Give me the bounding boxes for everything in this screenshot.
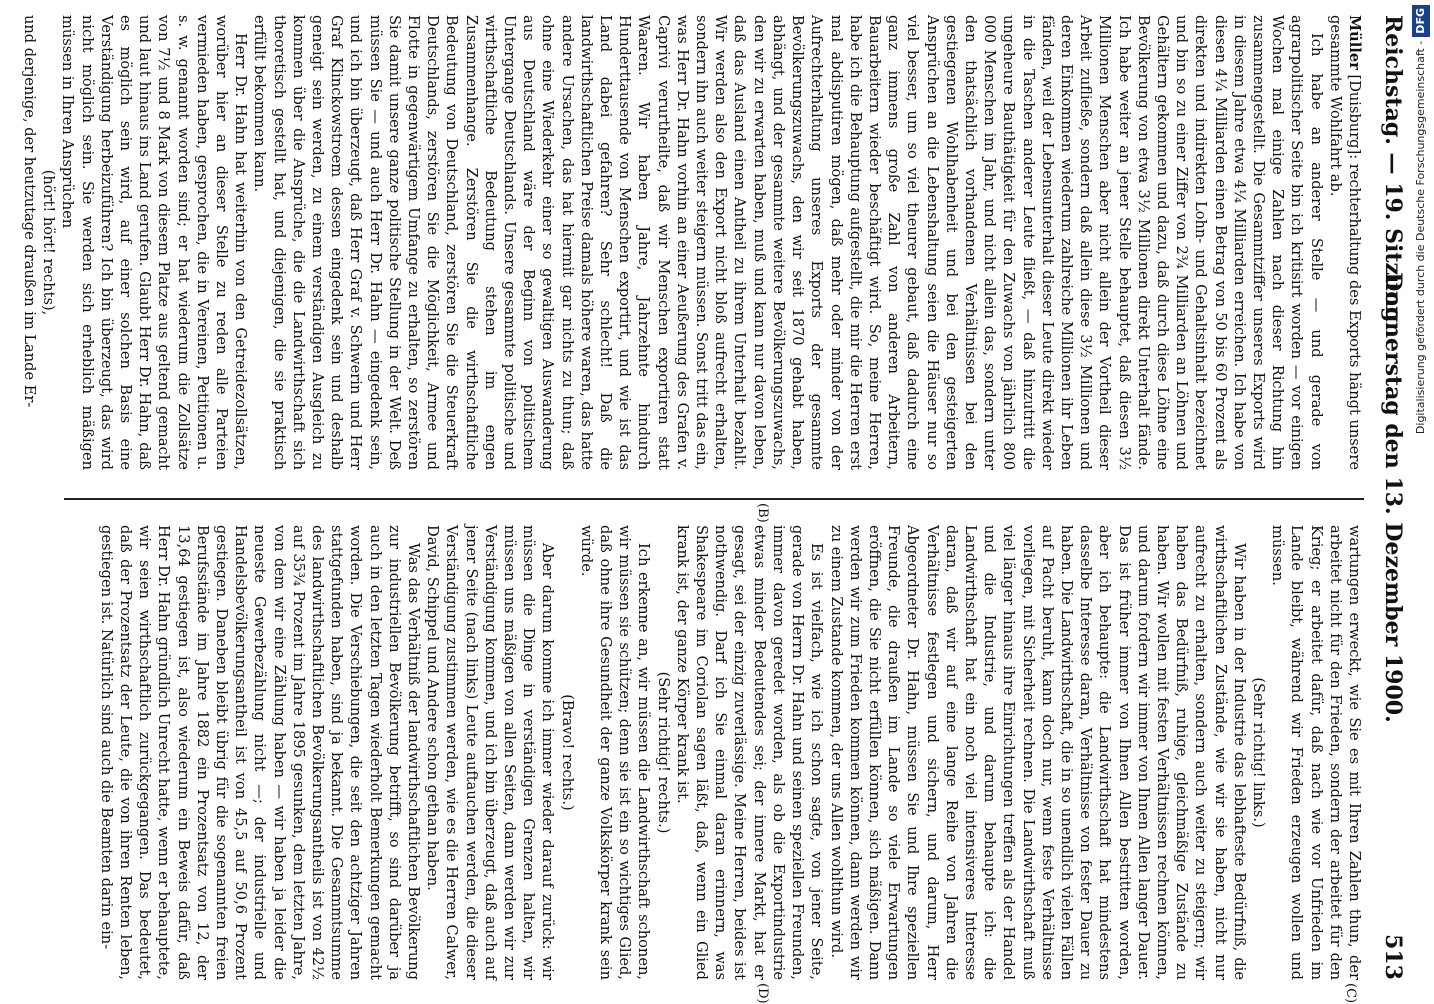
credit-text: Digitalisierung gefördert durch die Deutsche Forschungsgemeinschaft - <box>1414 40 1427 435</box>
paragraph: Was das Verhältniß der landwirthschaftlichen Bevölkerung zur industriellen Bevölkerung betrifft, so sind darüber ja auch in den letzten Tagen wiederholt Bemerkungen gemacht worden. Die Verschiebungen, die seit den achtziger Jahren stattgefunden haben, sind ja bekannt. Die Gesammtsumme des landwirthschaftlichen Bevölkerungsantheils ist von 42½ auf 35¾ Prozent im Jahre 1895 gesunken, dem letzten Jahre, von dem wir eine Zählung haben — wir haben ja leider die neueste Gewerbezählung nicht —; der industrielle und Handelsbevölkerungsantheil ist von 45,5 auf 50,6 Prozent gestiegen. Daneben bleibt übrig für die sogenannten freien Berufsstände im Jahre 1882 ein Prozentsatz von 12, der 13,64 gestiegen ist, also wiederum ein Beweis dafür, daß Herr Dr. Hahn gründlich Unrecht hatte, wenn er behauptete, wir seien wirthschaftlich zurückgegangen. Das bedeutet, daß der Prozentsatz der Leute, die von ihren Renten leben, gestiegen ist. Natürlich sind auch die Beamten darin ein- <box>97 525 423 980</box>
column-divider <box>64 498 1364 500</box>
header-date: Donnerstag den 13. Dezember 1900. <box>1380 272 1406 723</box>
paragraph: Herr Dr. Hahn hat weiterhin von den Getreidezollsätzen, worüber hier an dieser Stelle zu reden alle Parteien vermieden haben, gesprochen, die in Vereinen, Petitionen u. s. w. genannt worden sind; er hat wiederum die Zollsätze von 7½ und 8 Mark von diesem Platze aus geltend gemacht und laut hinaus ins Land gerufen. Glaubt Herr Dr. Hahn, daß es möglich sein wird, auf einer solchen Basis eine Verständigung herbeizuführen? Ich bin überzeugt, das wird nicht möglich sein. Sie werden sich erheblich mäßigen müssen in Ihren Ansprüchen <box>59 15 250 470</box>
paragraph: Ich erkenne an, wir müssen die Landwirthschaft schonen, wir müssen sie schützen; denn sie ist ein so wichtiges Glied, daß ohne ihre Gesundheit der ganze Volkskörper krank sein würde. <box>577 525 653 980</box>
interjection: (Sehr richtig! rechts.) <box>654 671 672 834</box>
dfg-logo: DFG <box>1412 5 1430 37</box>
speaker-suffix: : <box>1346 154 1363 160</box>
speaker-name: Müller <box>1346 15 1363 70</box>
speaker-place: [Duisburg] <box>1346 74 1363 155</box>
document-page <box>20 15 1410 1004</box>
page-number: 513 <box>1380 934 1406 980</box>
interjection: (hört! hört! rechts), <box>40 169 58 316</box>
paragraph <box>1326 15 1364 470</box>
paragraph: Aber darum komme ich immer wieder darauf zurück: wir müssen die Dinge in verständigen Grenzen halten, wir müssen uns mäßigen von allen Seiten, dann werden wir zur Verständigung kommen, und ich bin überzeugt, daß auch auf jener Seite (nach links) Leute auftauchen werden, die dieser Verständigung zustimmen werden, wie es die Herren Calwer, David, Schippel und Andere schon gethan haben. <box>424 525 557 980</box>
digitization-credit <box>1412 5 1430 995</box>
paragraph: wartungen erweckt, wie Sie es mit Ihren Zahlen thun, der arbeitet nicht für den Frieden, sondern der arbeitet für den Krieg; er arbeitet dafür, daß nach wie vor Unfrieden im Lande bleibt, während wir Frieden erzeugen wollen und müssen. <box>1269 525 1363 980</box>
header-session: Reichstag. — 19. Sitzung. <box>1380 15 1406 331</box>
interjection: (Sehr richtig! links.) <box>1249 677 1267 828</box>
right-column <box>64 525 1364 980</box>
margin-label-b: (B) <box>755 503 770 523</box>
margin-label-c: (C) <box>1343 983 1358 1004</box>
paragraph: und derjenige, der heutzutage draußen im Lande Er- <box>20 15 38 408</box>
margin-label-d: (D) <box>755 983 770 1004</box>
paragraph: Wir haben in der Industrie das lebhafteste Bedürfniß, die wirthschaftlichen Zustände, wie wir sie haben, nicht nur aufrecht zu erhalten, sondern auch weiter zu steigern; wir haben das Bedürfniß, ruhige, gleichmäßige Zustände zu haben. Wir wollen mit festen Verhältnissen rechnen können, und darum fordern wir immer von Ihnen Allen langer Dauer. Das ist früher immer von Ihnen Allen bestritten worden, aber ich behaupte: die Landwirthschaft hat mindestens dasselbe Interesse daran, Verhältnisse von fester Dauer zu haben. Die Landwirthschaft, die in so unendlich vielen Fällen auf Pacht beruht, kann doch nur, wenn feste Verhältnisse vorliegen, mit Sicherheit rechnen. Die Landwirthschaft muß viel länger hinaus ihre Einrichtungen treffen als der Handel und die Industrie, und darum behaupte ich: die Landwirthschaft hat ein noch viel intensiveres Interesse daran, daß wir auf eine lange Reihe von Jahren die Verhältnisse festlegen und sichern, und darum, Herr Abgeordneter Dr. Hahn, müssen Sie und Ihre speziellen Freunde, die draußen im Lande so viele Erwartungen eröffnen, die Sie nicht erfüllen können, sich mäßigen. Dann werden wir zum Frieden kommen können, dann werden wir zu einem Zustande kommen, der uns Allen wohlthun wird. <box>827 525 1248 980</box>
paragraph: Es ist vielfach, wie ich schon sagte, von jener Seite, gerade von Herrn Dr. Hahn und seinen speziellen Freunden, immer davon geredet worden, als ob die Exportindustrie etwas minder Bedeutendes sei; der innere Markt, hat er gesagt, sei der einzig zuverlässige. Meine Herren, beides ist nothwendig. Darf ich Sie einmal daran erinnern, was Shakespeare im Coriolan sagen läßt, daß, wenn ein Glied krank ist, der ganze Körper krank ist. <box>673 525 826 980</box>
page-header <box>1370 15 1410 980</box>
paragraph: Ich habe an anderer Stelle — und gerade von agrarpolitischer Seite bin ich kritisirt worden — vor einigen Wochen mal einige Zahlen nach dieser Richtung hin zusammengestellt. Die Gesammtziffer unseres Exports wird in diesem Jahre etwa 4¼ Milliarden erreichen. Ich habe von diesen 4¼ Milliarden einen Betrag von 50 bis 60 Prozent als direkten und indirekten Lohn- und Gehaltsinhalt bezeichnet und bin so zu einer Ziffer von 2¾ Milliarden an Löhnen und Gehältern gekommen und dazu, daß durch diese Löhne eine Bevölkerung von etwa 3½ Millionen direkt Unterhalt fände. Ich habe weiter an jener Stelle behauptet, daß diesen 3½ Millionen Menschen aber nicht allein der Vortheil dieser Arbeit zufließe, sondern daß allein diese 3½ Millionen und deren Einkommen wiederum zahlreiche Millionen ihr Leben fänden, weil der Lebensunterhalt dieser Leute direkt wieder in die Taschen anderer Leute fließt, — daß hinzutritt die ungeheure Bauthätigkeit für den Zuwachs von jährlich 800 000 Menschen im Jahr, und nicht allein das, sondern unter den thatsächlich vorhandenen Verhältnissen bei den gestiegenen Wohlhabenheit und bei den gesteigerten Ansprüchen an die Lebenshaltung seien die Häuser nur so viel besser, um so viel theurer gebaut, daß dadurch eine ganz immens große Zahl von anderen Arbeitern, Bauarbeitern wieder beschäftigt wird. So, meine Herren, habe ich die Behauptung aufgestellt, die mir die Herren erst mal abdisputiren mögen, daß mehr oder minder von der Aufrechterhaltung unseres Exports der gesammte Bevölkerungszuwachs, den wir seit 1870 gehabt haben, abhängt, und der gesammte weitere Bevölkerungszuwachs, den wir zu erwarten haben, muß und kann nur davon leben, daß das Ausland einen Antheil zu ihrem Unterhalt bezahlt. Wir werden also den Export nicht bloß aufrecht erhalten, sondern ihn auch weiter steigern müssen. Sonst tritt das ein, was Herr Dr. Hahn vorhin an einer Aeußerung des Grafen v. Caprivi verurtheilte, daß wir Menschen exportiren statt Waaren. Wir haben Jahre, Jahrzehnte hindurch Hunderttausende von Menschen exportirt, und wie ist das Land dabei gefahren? Sehr schlecht! Daß die landwirthschaftlichen Preise damals höhere waren, das hatte andere Ursachen, das hat hiermit gar nichts zu thun; daß ohne eine Wiederkehr einer so gewaltigen Auswanderung aus Deutschland wäre der Beginn von politischem Untergange Deutschlands. Unsere gesammte politische und wirthschaftliche Bedeutung stehen im engen Zusammenhange. Zerstören Sie die wirthschaftliche Bedeutung von Deutschland, zerstören Sie die Steuerkraft Deutschlands, zerstören Sie die Möglichkeit, Armee und Flotte in gegenwärtigem Umfange zu erhalten, so zerstören Sie damit unsere ganze politische Stellung in der Welt. Deß müssen Sie — und auch Herr Dr. Hahn — eingedenk sein, und ich bin überzeugt, daß Herr Graf v. Schwerin und Herr Graf Klinckowstroem dessen eingedenk sein und deshalb geneigt sein werden, zu einem verständigen Ausgleich zu kommen über die Ansprüche, die die Landwirthschaft sich theoretisch gestellt hat, und diejenigen, die sie praktisch erfüllt bekommen kann. <box>251 15 1325 470</box>
paragraph-text: rechterhaltung des Exports hängt unsere gesammte Wohlfahrt ab. <box>1326 15 1363 471</box>
left-column <box>20 15 1364 471</box>
interjection: (Bravo! rechts.) <box>558 694 576 811</box>
